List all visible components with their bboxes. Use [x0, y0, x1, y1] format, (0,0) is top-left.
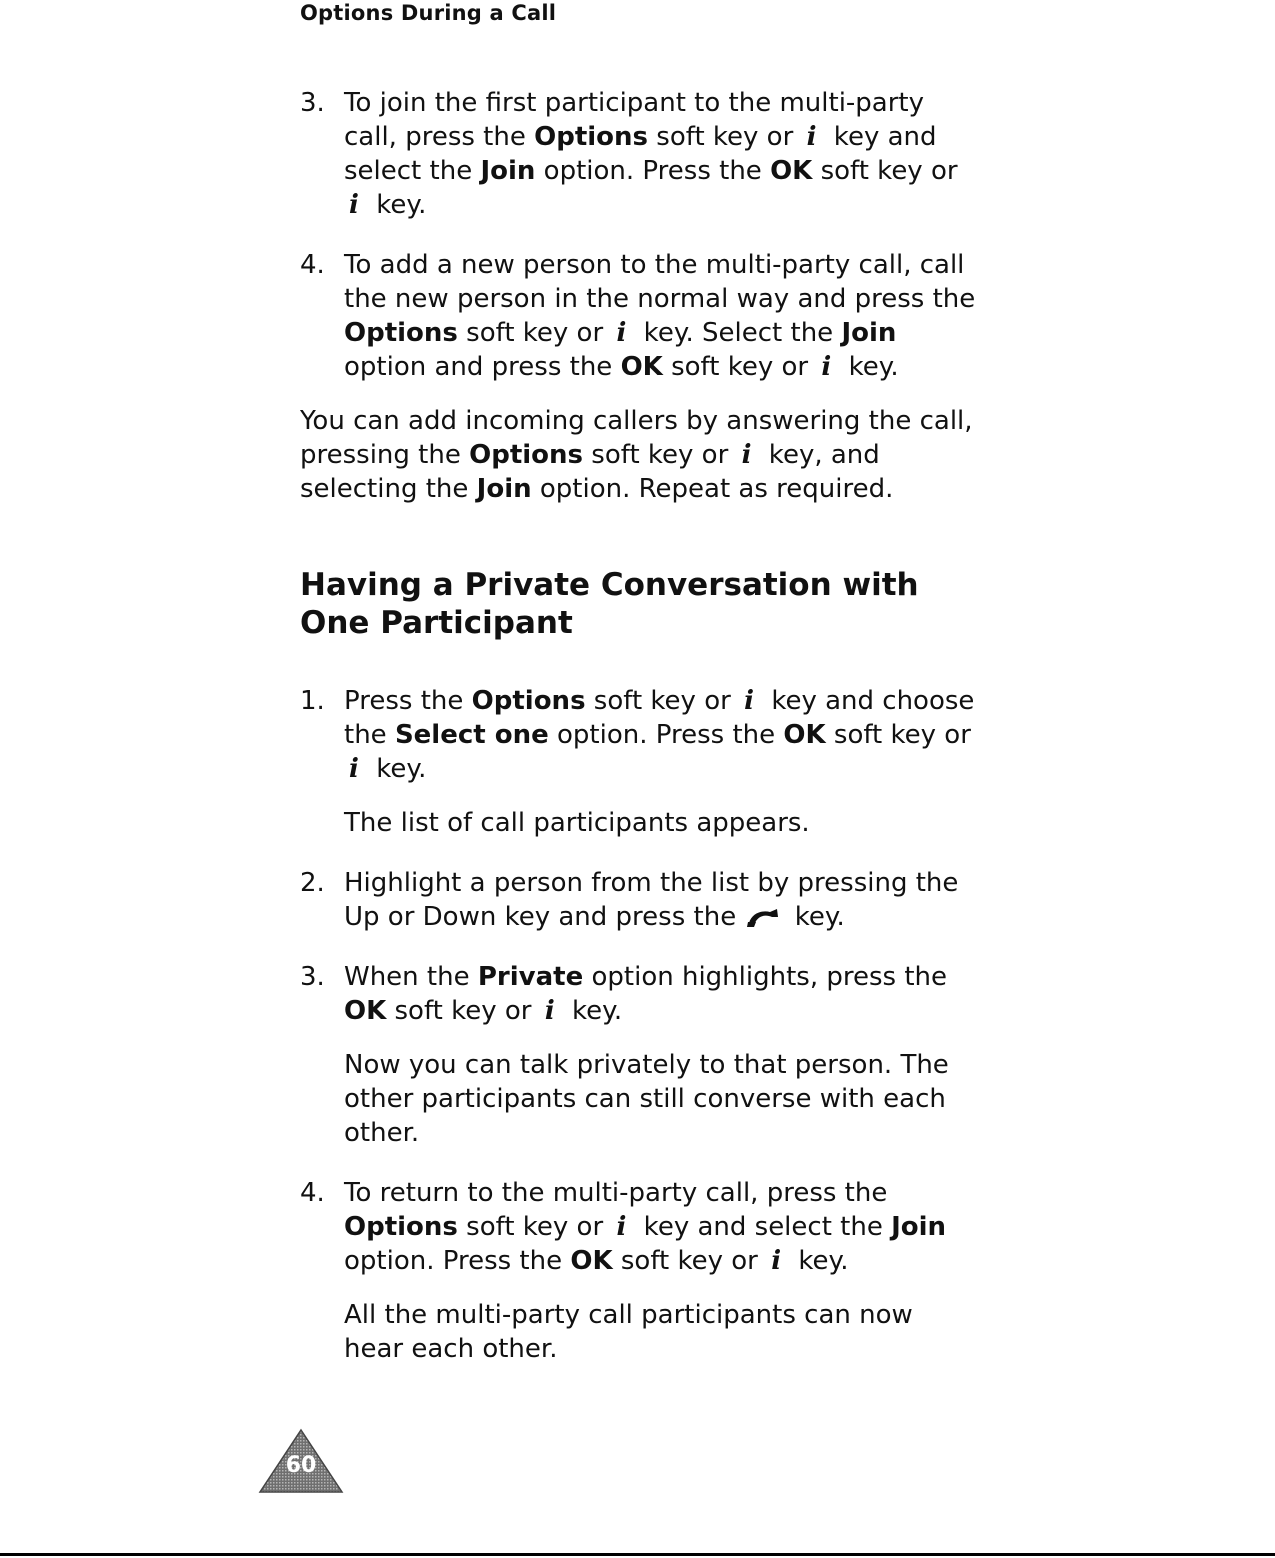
- step-select-one: [300, 684, 980, 840]
- step-text: Press the Options soft key or i key and choose the Select one option. Press the OK soft key or i key.: [344, 686, 975, 784]
- step-number: 3.: [300, 88, 325, 118]
- step-text: To add a new person to the multi-party call, call the new person in the normal way and press the Options soft key or i key. Select the Join option and press the OK soft key or i key.: [344, 250, 976, 382]
- i-key-icon: i: [806, 122, 817, 152]
- i-key-icon: i: [616, 318, 627, 348]
- bottom-rule: [0, 1553, 1275, 1556]
- ok-term: OK: [344, 996, 387, 1026]
- step-number: 2.: [300, 868, 325, 898]
- send-key-icon: [746, 908, 780, 928]
- select-one-term: Select one: [394, 720, 549, 750]
- step-text: To return to the multi-party call, press the Options soft key or i key and select the Join option. Press the OK soft key or i key.: [344, 1178, 947, 1276]
- options-term: Options: [534, 122, 649, 152]
- page-number: 60: [285, 1453, 317, 1478]
- step-number: 1.: [300, 686, 325, 716]
- private-term: Private: [477, 962, 584, 992]
- ok-term: OK: [783, 720, 826, 750]
- i-key-icon: i: [821, 352, 832, 382]
- incoming-callers-paragraph: You can add incoming callers by answering the call, pressing the Options soft key or i key, and selecting the Join option. Repeat as required.: [300, 406, 973, 504]
- ok-term: OK: [570, 1246, 613, 1276]
- i-key-icon: i: [544, 996, 555, 1026]
- join-term: Join: [841, 318, 897, 348]
- step-note: Now you can talk privately to that person. The other participants can still converse with each other.: [344, 1050, 949, 1148]
- options-term: Options: [471, 686, 586, 716]
- i-key-icon: i: [349, 190, 359, 220]
- i-key-icon: i: [771, 1246, 782, 1276]
- join-term: Join: [476, 474, 532, 504]
- step-highlight-person: [300, 866, 980, 934]
- step-private: [300, 960, 980, 1150]
- options-term: Options: [469, 440, 584, 470]
- i-key-icon: i: [741, 440, 752, 470]
- step-text: When the Private option highlights, press the OK soft key or i key.: [344, 962, 947, 1026]
- ok-term: OK: [770, 156, 813, 186]
- i-key-icon: i: [744, 686, 754, 716]
- page-content: [300, 86, 980, 1392]
- options-term: Options: [344, 1212, 458, 1242]
- step-join-first: [300, 86, 980, 222]
- step-number: 4.: [300, 250, 325, 280]
- i-key-icon: i: [349, 754, 359, 784]
- step-add-new-person: [300, 248, 980, 384]
- step-text: Highlight a person from the list by pressing the Up or Down key and press the key.: [344, 868, 959, 932]
- options-term: Options: [344, 318, 458, 348]
- step-return-to-call: [300, 1176, 980, 1366]
- i-key-icon: i: [616, 1212, 627, 1242]
- step-note: All the multi-party call participants can now hear each other.: [344, 1300, 913, 1364]
- ok-term: OK: [620, 352, 663, 382]
- join-term: Join: [891, 1212, 947, 1242]
- step-text: To join the first participant to the multi-party call, press the Options soft key or i key and select the Join option. Press the OK soft key or i key.: [344, 88, 958, 220]
- step-note: The list of call participants appears.: [344, 808, 810, 838]
- step-number: 4.: [300, 1178, 325, 1208]
- running-header: Options During a Call: [300, 1, 557, 25]
- join-term: Join: [480, 156, 536, 186]
- section-heading: Having a Private Conversation with One Participant: [300, 567, 919, 641]
- step-number: 3.: [300, 962, 325, 992]
